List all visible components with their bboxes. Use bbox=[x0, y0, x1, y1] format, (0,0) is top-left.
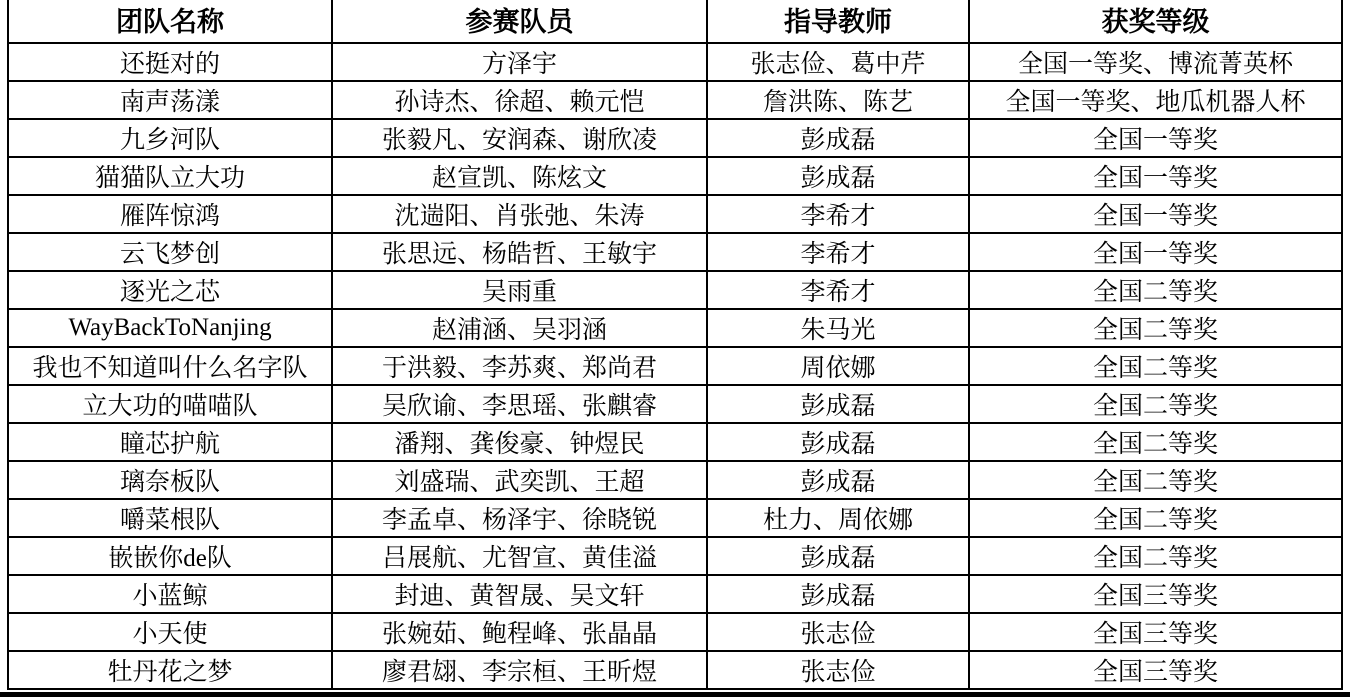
cell-award-level: 全国一等奖、地瓜机器人杯 bbox=[969, 81, 1342, 119]
cell-members: 张思远、杨皓哲、王敏宇 bbox=[332, 233, 707, 271]
cell-award-level: 全国一等奖 bbox=[969, 195, 1342, 233]
cell-team-name: 猫猫队立大功 bbox=[8, 157, 332, 195]
cell-members: 吕展航、尤智宣、黄佳溢 bbox=[332, 537, 707, 575]
table-row bbox=[8, 385, 1342, 423]
cell-members: 吴欣谕、李思瑶、张麒睿 bbox=[332, 385, 707, 423]
cell-advisors: 张志俭 bbox=[707, 651, 969, 689]
cell-team-name: 瞳芯护航 bbox=[8, 423, 332, 461]
cell-advisors: 张志俭、葛中芹 bbox=[707, 43, 969, 81]
cell-award-level: 全国二等奖 bbox=[969, 423, 1342, 461]
cell-members: 李孟卓、杨泽宇、徐晓锐 bbox=[332, 499, 707, 537]
cell-team-name: 南声荡漾 bbox=[8, 81, 332, 119]
cell-members: 沈遄阳、肖张弛、朱涛 bbox=[332, 195, 707, 233]
cell-members: 于洪毅、李苏爽、郑尚君 bbox=[332, 347, 707, 385]
cell-award-level: 全国一等奖 bbox=[969, 157, 1342, 195]
cell-award-level: 全国二等奖 bbox=[969, 309, 1342, 347]
cell-team-name: 逐光之芯 bbox=[8, 271, 332, 309]
table-row bbox=[8, 119, 1342, 157]
table-row bbox=[8, 233, 1342, 271]
cell-advisors: 张志俭 bbox=[707, 613, 969, 651]
cell-members: 赵浦涵、吴羽涵 bbox=[332, 309, 707, 347]
cell-team-name: 嵌嵌你de队 bbox=[8, 537, 332, 575]
header-row bbox=[8, 0, 1342, 43]
cell-team-name: 云飞梦创 bbox=[8, 233, 332, 271]
cell-award-level: 全国二等奖 bbox=[969, 499, 1342, 537]
cell-team-name: 还挺对的 bbox=[8, 43, 332, 81]
cell-team-name: 小蓝鲸 bbox=[8, 575, 332, 613]
table-row bbox=[8, 537, 1342, 575]
table-bottom-border bbox=[0, 692, 1350, 697]
cell-members: 张毅凡、安润森、谢欣凌 bbox=[332, 119, 707, 157]
cell-team-name: 雁阵惊鸿 bbox=[8, 195, 332, 233]
cell-award-level: 全国三等奖 bbox=[969, 613, 1342, 651]
cell-award-level: 全国三等奖 bbox=[969, 575, 1342, 613]
column-header-team-name: 团队名称 bbox=[8, 0, 332, 43]
cell-advisors: 周依娜 bbox=[707, 347, 969, 385]
cell-team-name: 九乡河队 bbox=[8, 119, 332, 157]
table-row bbox=[8, 575, 1342, 613]
column-header-advisors: 指导教师 bbox=[707, 0, 969, 43]
table-row bbox=[8, 309, 1342, 347]
cell-award-level: 全国二等奖 bbox=[969, 271, 1342, 309]
cell-members: 封迪、黄智晟、吴文轩 bbox=[332, 575, 707, 613]
cell-team-name: 小天使 bbox=[8, 613, 332, 651]
table-row bbox=[8, 43, 1342, 81]
cell-members: 刘盛瑞、武奕凯、王超 bbox=[332, 461, 707, 499]
cell-members: 张婉茹、鲍程峰、张晶晶 bbox=[332, 613, 707, 651]
cell-team-name: WayBackToNanjing bbox=[8, 309, 332, 347]
cell-members: 潘翔、龚俊豪、钟煜民 bbox=[332, 423, 707, 461]
column-header-award-level: 获奖等级 bbox=[969, 0, 1342, 43]
cell-award-level: 全国二等奖 bbox=[969, 385, 1342, 423]
cell-award-level: 全国二等奖 bbox=[969, 461, 1342, 499]
cell-team-name: 立大功的喵喵队 bbox=[8, 385, 332, 423]
cell-members: 赵宣凯、陈炫文 bbox=[332, 157, 707, 195]
cell-team-name: 嚼菜根队 bbox=[8, 499, 332, 537]
cell-award-level: 全国二等奖 bbox=[969, 537, 1342, 575]
cell-members: 孙诗杰、徐超、赖元恺 bbox=[332, 81, 707, 119]
table-row bbox=[8, 347, 1342, 385]
table-row bbox=[8, 423, 1342, 461]
cell-team-name: 璃奈板队 bbox=[8, 461, 332, 499]
cell-advisors: 彭成磊 bbox=[707, 157, 969, 195]
cell-award-level: 全国二等奖 bbox=[969, 347, 1342, 385]
cell-advisors: 李希才 bbox=[707, 233, 969, 271]
cell-advisors: 彭成磊 bbox=[707, 537, 969, 575]
table-row bbox=[8, 613, 1342, 651]
cell-advisors: 彭成磊 bbox=[707, 461, 969, 499]
table-row bbox=[8, 271, 1342, 309]
cell-advisors: 詹洪陈、陈艺 bbox=[707, 81, 969, 119]
table-row bbox=[8, 195, 1342, 233]
cell-advisors: 朱马光 bbox=[707, 309, 969, 347]
table-row bbox=[8, 157, 1342, 195]
cell-advisors: 彭成磊 bbox=[707, 575, 969, 613]
table-row bbox=[8, 499, 1342, 537]
table-row bbox=[8, 651, 1342, 689]
cell-members: 吴雨重 bbox=[332, 271, 707, 309]
cell-award-level: 全国一等奖 bbox=[969, 119, 1342, 157]
cell-award-level: 全国一等奖 bbox=[969, 233, 1342, 271]
cell-team-name: 我也不知道叫什么名字队 bbox=[8, 347, 332, 385]
column-header-members: 参赛队员 bbox=[332, 0, 707, 43]
cell-advisors: 彭成磊 bbox=[707, 119, 969, 157]
table-row bbox=[8, 81, 1342, 119]
awards-table bbox=[7, 0, 1343, 690]
table-row bbox=[8, 461, 1342, 499]
cell-advisors: 杜力、周依娜 bbox=[707, 499, 969, 537]
cell-members: 方泽宇 bbox=[332, 43, 707, 81]
cell-advisors: 李希才 bbox=[707, 271, 969, 309]
cell-award-level: 全国三等奖 bbox=[969, 651, 1342, 689]
cell-advisors: 彭成磊 bbox=[707, 385, 969, 423]
cell-advisors: 李希才 bbox=[707, 195, 969, 233]
cell-advisors: 彭成磊 bbox=[707, 423, 969, 461]
cell-members: 廖君翃、李宗桓、王昕煜 bbox=[332, 651, 707, 689]
cell-team-name: 牡丹花之梦 bbox=[8, 651, 332, 689]
cell-award-level: 全国一等奖、博流菁英杯 bbox=[969, 43, 1342, 81]
